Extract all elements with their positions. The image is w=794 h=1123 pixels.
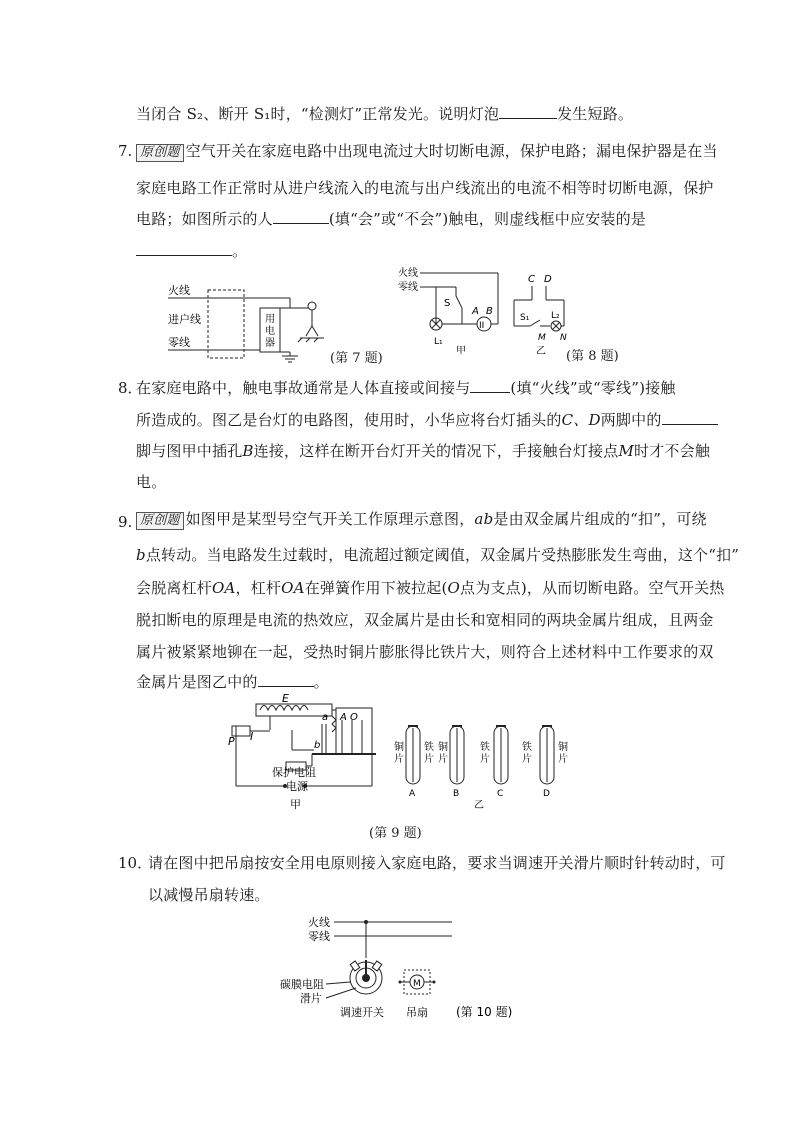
q10-line-2: 以减慢吊扇转速。: [148, 886, 270, 904]
q9-line-6: 金属片是图乙中的 。: [136, 673, 329, 691]
svg-text:片: 片: [394, 754, 404, 765]
fig10-caption: (第 10 题): [456, 1005, 513, 1019]
svg-text:L₁: L₁: [434, 337, 443, 347]
svg-text:器: 器: [265, 338, 275, 349]
q9-line-2: b点转动。当电路发生过载时，电流超过额定阈值，双金属片受热膨胀发生弯曲，这个“扣”: [136, 546, 740, 564]
fig7-dashed-box: [208, 290, 244, 358]
svg-text:D: D: [544, 274, 552, 285]
svg-text:a: a: [322, 712, 329, 723]
fig7-fire-label: 火线: [168, 284, 190, 297]
svg-text:片: 片: [424, 754, 434, 765]
fig9-opt-b: B: [453, 789, 460, 799]
svg-text:C: C: [528, 274, 535, 285]
svg-text:片: 片: [438, 754, 448, 765]
fig9-opt-d: D: [543, 789, 550, 799]
fig10-film-label: 碳膜电阻: [280, 978, 324, 991]
fig10-fan-label: 吊扇: [406, 1006, 428, 1019]
svg-text:铜: 铜: [558, 742, 568, 753]
fig8-zero-label: 零线: [398, 282, 418, 293]
svg-text:铁: 铁: [424, 742, 434, 753]
svg-text:乙: 乙: [474, 800, 484, 811]
svg-text:乙: 乙: [536, 346, 546, 354]
fig7-person-head: [308, 302, 316, 310]
svg-text:片: 片: [480, 754, 490, 765]
q9-line-3: 会脱离杠杆OA，杠杆OA在弹簧作用下被拉起(O点为支点)，从而切断电路。空气开关热: [136, 579, 725, 597]
svg-text:铁: 铁: [522, 742, 532, 753]
svg-text:N: N: [560, 333, 567, 343]
svg-text:甲: 甲: [456, 346, 466, 354]
figure-9-jia: [226, 690, 386, 824]
fig9-electromagnet: [256, 704, 332, 716]
figure-8: [396, 264, 626, 358]
original-badge-2: 原创题: [136, 512, 184, 530]
fig7-caption: (第 7 题): [330, 351, 383, 366]
svg-text:B: B: [486, 306, 493, 317]
fig7-zero-label: 零线: [168, 336, 190, 349]
svg-text:L₂: L₂: [551, 311, 560, 321]
fig9-caption: (第 9 题): [369, 826, 422, 841]
q9-line-4: 脱扣断电的原理是电流的热效应，双金属片是由长和宽相同的两块金属片组成，且两金: [136, 611, 714, 629]
q10-number: 10．: [118, 854, 153, 872]
svg-text:A O: A O: [340, 712, 358, 723]
q8-line-4: 电。: [136, 473, 167, 491]
svg-text:S: S: [444, 298, 451, 309]
svg-text:S₁: S₁: [520, 313, 530, 323]
fig9-res-label: 保护电阻: [272, 766, 316, 779]
q7-line-4: 。: [136, 240, 247, 261]
q7-line-1: 原创题 空气开关在家庭电路中出现电流过大时切断电源，保护电路；漏电保护器是在当: [136, 140, 718, 162]
svg-text:M: M: [413, 979, 421, 989]
q9-number: 9.: [118, 513, 133, 531]
svg-text:I: I: [250, 730, 254, 743]
svg-text:甲: 甲: [290, 798, 301, 811]
q8-line-3: 脚与图甲中插孔B连接，这样在断开台灯开关的情况下，手接触台灯接点M时才不会触: [136, 442, 711, 460]
figure-9-yi: [392, 724, 572, 828]
figure-10: [276, 912, 546, 1026]
fig10-switch-label: 调速开关: [340, 1006, 384, 1019]
fig9-opt-c: C: [497, 789, 504, 799]
fig10-fire-label: 火线: [308, 916, 330, 929]
svg-text:铜: 铜: [438, 742, 448, 753]
svg-text:II: II: [479, 321, 485, 331]
svg-text:用: 用: [265, 314, 275, 325]
fig10-zero-label: 零线: [308, 930, 330, 943]
svg-text:b: b: [314, 740, 321, 751]
original-badge: 原创题: [136, 144, 184, 162]
svg-text:片: 片: [522, 754, 532, 765]
q6-line: 当闭合 S₂、断开 S₁时，“检测灯”正常发光。说明灯泡 发生短路。: [136, 105, 634, 123]
q10-line-1: 请在图中把吊扇按安全用电原则接入家庭电路，要求当调速开关滑片顺时针转动时，可: [148, 854, 726, 872]
svg-text:E: E: [282, 692, 289, 705]
q8-number: 8．: [118, 379, 143, 397]
fig7-in-label: 进户线: [168, 313, 201, 326]
svg-text:片: 片: [558, 754, 568, 765]
svg-text:电: 电: [265, 326, 275, 337]
svg-text:铁: 铁: [480, 742, 490, 753]
q7-number: 7.: [118, 142, 133, 160]
fig8-fire-label: 火线: [398, 268, 418, 279]
q8-line-1: 在家庭电路中，触电事故通常是人体直接或间接与 (填“火线”或“零线”)接触: [136, 379, 676, 397]
q9-line-1: 原创题 如图甲是某型号空气开关工作原理示意图，ab是由双金属片组成的“扣”，可绕: [136, 508, 707, 530]
q8-line-2: 所造成的。图乙是台灯的电路图，使用时，小华应将台灯插头的C、D两脚中的: [136, 409, 718, 430]
svg-text:P: P: [228, 735, 235, 748]
q9-line-5: 属片被紧紧地铆在一起，受热时铜片膨胀得比铁片大，则符合上述材料中工作要求的双: [136, 643, 714, 661]
q7-line-3: 电路；如图所示的人 (填“会”或“不会”)触电，则虚线框中应安装的是: [136, 210, 646, 228]
svg-text:M: M: [538, 333, 546, 343]
svg-text:A: A: [472, 306, 479, 317]
fig8-caption: (第 8 题): [566, 349, 619, 364]
svg-text:铜: 铜: [394, 742, 404, 753]
fig9-opt-a: A: [409, 789, 416, 799]
fig9-src-label: 电源: [286, 780, 308, 793]
q7-line-2: 家庭电路工作正常时从进户线流入的电流与出户线流出的电流不相等时切断电源，保护: [136, 179, 714, 197]
fig10-slider-label: 滑片: [300, 992, 322, 1005]
